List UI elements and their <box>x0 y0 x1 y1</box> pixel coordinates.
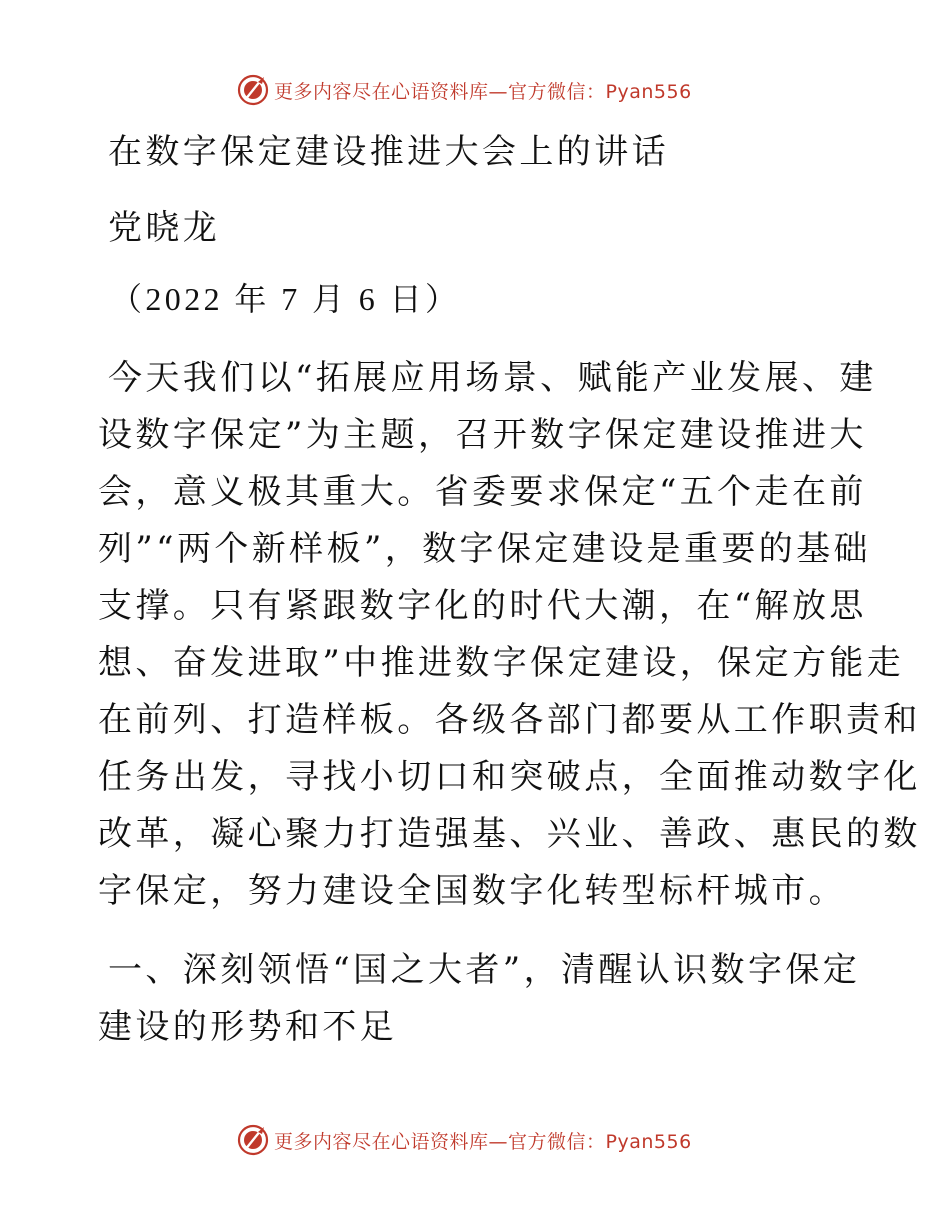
document-title: 在数字保定建设推进大会上的讲话 <box>108 132 669 172</box>
paragraph-line: 列”“两个新样板”，数字保定建设是重要的基础 <box>98 529 871 569</box>
paragraph-line: 任务出发，寻找小切口和突破点，全面推动数字化 <box>98 757 921 797</box>
watermark-separator: — <box>488 80 509 103</box>
watermark-separator: — <box>488 1130 509 1153</box>
watermark-text: 更多内容尽在心语资料库 <box>274 80 489 103</box>
header-watermark <box>236 70 692 110</box>
footer-watermark <box>236 1120 692 1160</box>
paragraph-line: 支撑。只有紧跟数字化的时代大潮，在“解放思 <box>98 586 867 626</box>
paragraph-line: 改革，凝心聚力打造强基、兴业、善政、惠民的数 <box>98 814 921 854</box>
document-author: 党晓龙 <box>108 208 221 248</box>
paragraph-line: 在前列、打造样板。各级各部门都要从工作职责和 <box>98 700 921 740</box>
heading-line: 建设的形势和不足 <box>98 1007 398 1047</box>
paragraph-line: 设数字保定”为主题，召开数字保定建设推进大 <box>98 415 867 455</box>
paragraph-line: 今天我们以“拓展应用场景、赋能产业发展、建 <box>108 358 877 398</box>
paragraph-line: 想、奋发进取”中推进数字保定建设，保定方能走 <box>98 643 905 683</box>
watermark-text: 更多内容尽在心语资料库 <box>274 1130 489 1153</box>
watermark-contact: 官方微信：Pyan556 <box>508 80 692 103</box>
paragraph-line: 会，意义极其重大。省委要求保定“五个走在前 <box>98 472 867 512</box>
heading-line: 一、深刻领悟“国之大者”，清醒认识数字保定 <box>108 950 861 990</box>
quill-logo-icon <box>236 73 270 107</box>
paragraph-line: 字保定，努力建设全国数字化转型标杆城市。 <box>98 871 846 911</box>
watermark-contact: 官方微信：Pyan556 <box>508 1130 692 1153</box>
quill-logo-icon <box>236 1123 270 1157</box>
document-date: （2022 年 7 月 6 日） <box>110 281 461 317</box>
